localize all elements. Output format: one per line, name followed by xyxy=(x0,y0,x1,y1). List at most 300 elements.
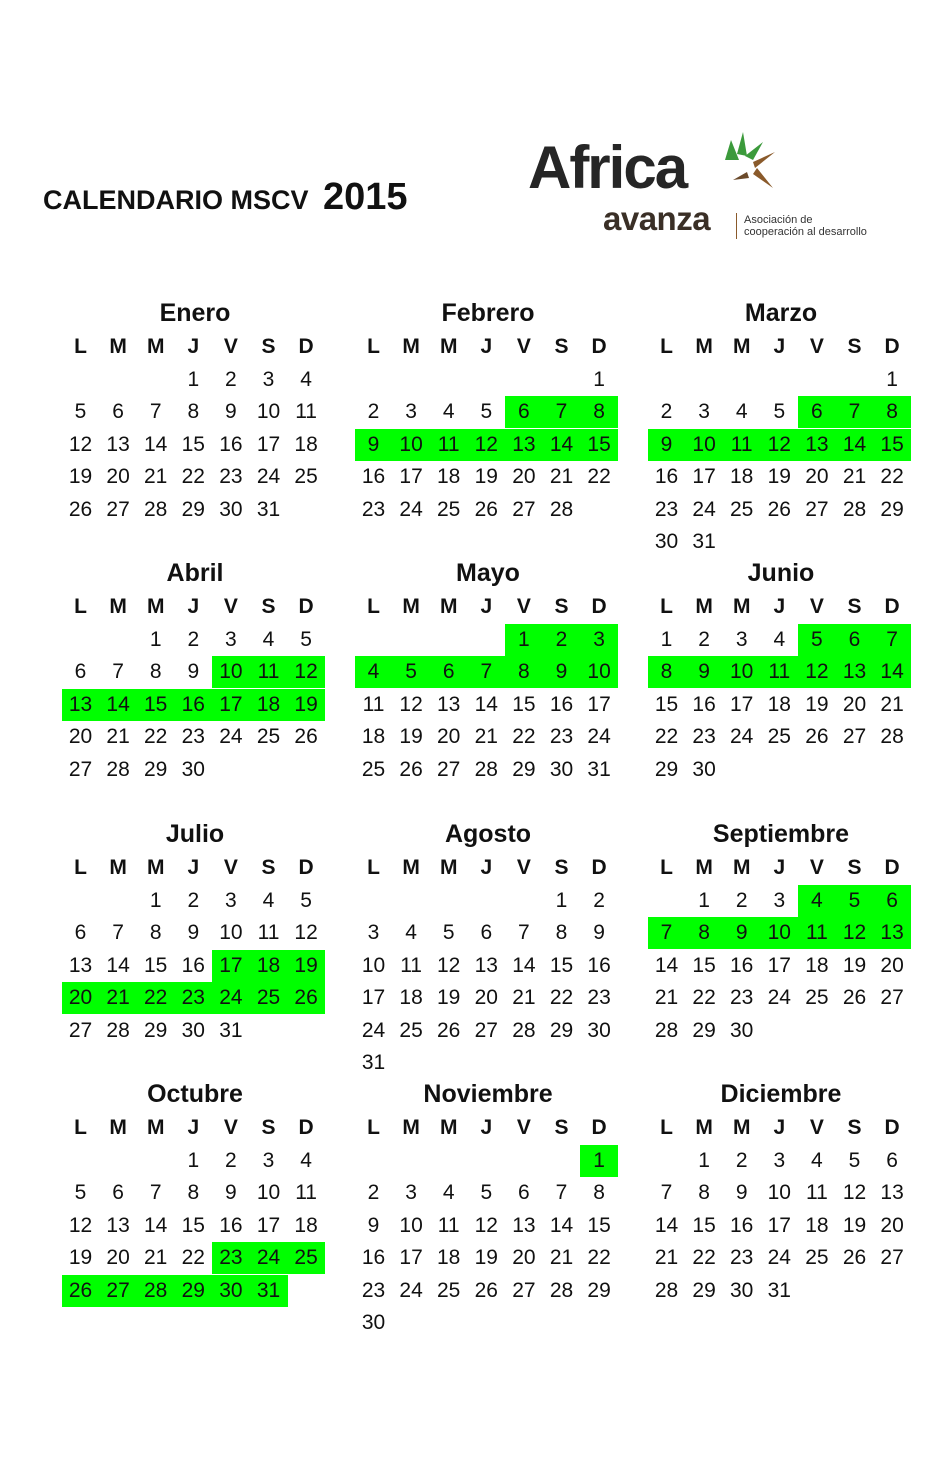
weekday-header: V xyxy=(223,1116,238,1139)
day-cell: 20 xyxy=(68,725,93,748)
day-cell: 12 xyxy=(437,953,461,977)
day-cell: 11 xyxy=(400,953,422,977)
day-cell: 4 xyxy=(262,627,275,651)
star-logo-icon xyxy=(713,130,783,210)
day-cell: 1 xyxy=(187,367,200,391)
day-cell: 15 xyxy=(692,1213,716,1237)
day-cell: 1 xyxy=(187,1148,200,1172)
weekday-header: V xyxy=(516,1116,531,1139)
weekday-header: D xyxy=(884,335,900,358)
day-cell: 12 xyxy=(399,692,423,716)
day-cell-highlighted: 9 xyxy=(543,656,581,688)
weekday-header: M xyxy=(109,856,127,879)
day-cell-highlighted: 6 xyxy=(873,885,911,917)
weekday-header: J xyxy=(187,1116,200,1139)
day-cell: 4 xyxy=(300,1148,312,1172)
day-cell: 12 xyxy=(842,1181,867,1204)
day-cell: 3 xyxy=(698,400,710,423)
day-cell: 22 xyxy=(181,1246,205,1269)
day-cell: 29 xyxy=(549,1018,574,1042)
day-cell-highlighted: 8 xyxy=(580,396,618,428)
day-cell: 24 xyxy=(692,497,716,521)
month-name: Noviembre xyxy=(423,1080,553,1108)
day-cell: 17 xyxy=(399,465,423,488)
day-cell: 23 xyxy=(654,497,679,521)
day-cell-highlighted: 7 xyxy=(873,624,911,656)
day-cell: 5 xyxy=(848,1148,861,1172)
weekday-header: M xyxy=(402,856,420,879)
calendar-title xyxy=(43,176,408,219)
day-cell: 10 xyxy=(767,1181,791,1204)
day-cell: 19 xyxy=(842,1213,867,1237)
day-cell: 17 xyxy=(730,692,754,716)
day-cell-highlighted: 5 xyxy=(798,624,836,656)
day-cell: 25 xyxy=(256,725,281,748)
weekday-header: J xyxy=(480,856,493,879)
day-cell: 1 xyxy=(149,888,162,912)
day-cell: 30 xyxy=(654,530,679,553)
day-cell: 29 xyxy=(144,757,168,781)
day-cell: 6 xyxy=(74,921,87,944)
day-cell: 3 xyxy=(262,367,275,391)
day-cell: 27 xyxy=(474,1018,498,1042)
day-cell: 28 xyxy=(654,1278,679,1302)
day-cell: 28 xyxy=(512,1018,536,1042)
day-cell: 24 xyxy=(219,725,243,748)
weekday-header: M xyxy=(109,335,127,358)
day-cell-highlighted: 11 xyxy=(430,429,468,461)
day-cell: 25 xyxy=(361,757,386,781)
day-cell: 20 xyxy=(106,465,130,488)
day-cell-highlighted: 27 xyxy=(99,1275,137,1307)
day-cell: 17 xyxy=(361,986,386,1009)
day-cell: 11 xyxy=(362,692,385,716)
day-cell: 5 xyxy=(74,1181,87,1204)
day-cell: 8 xyxy=(593,1181,605,1204)
title-text: CALENDARIO MSCV xyxy=(43,185,309,215)
day-cell: 20 xyxy=(474,986,498,1009)
day-cell-highlighted: 6 xyxy=(430,656,468,688)
day-cell-highlighted: 15 xyxy=(580,429,618,461)
day-cell: 17 xyxy=(256,432,281,456)
day-cell-highlighted: 23 xyxy=(212,1242,250,1274)
month-name: Septiembre xyxy=(712,820,850,848)
day-cell-highlighted: 17 xyxy=(212,950,250,982)
month-name: Abril xyxy=(166,559,224,587)
day-cell: 31 xyxy=(256,497,281,521)
day-cell: 10 xyxy=(399,1213,423,1237)
day-cell: 28 xyxy=(549,1278,574,1302)
day-cell: 24 xyxy=(399,497,423,521)
day-cell: 23 xyxy=(730,1246,754,1269)
day-cell-highlighted: 7 xyxy=(467,656,505,688)
weekday-header: S xyxy=(554,335,569,358)
day-cell: 22 xyxy=(692,1246,716,1269)
day-cell: 14 xyxy=(144,432,168,456)
day-cell: 16 xyxy=(587,953,611,977)
day-cell: 24 xyxy=(730,725,754,748)
day-cell: 25 xyxy=(437,1278,461,1302)
day-cell-highlighted: 9 xyxy=(723,917,761,949)
day-cell: 6 xyxy=(112,400,124,423)
day-cell: 28 xyxy=(106,757,130,781)
day-cell: 2 xyxy=(187,888,200,912)
day-cell: 15 xyxy=(181,432,205,456)
month-name: Mayo xyxy=(456,559,520,587)
weekday-header: L xyxy=(367,595,380,618)
day-cell-highlighted: 12 xyxy=(760,429,798,461)
weekday-header: M xyxy=(695,335,713,358)
day-cell: 3 xyxy=(262,1148,275,1172)
day-cell-highlighted: 13 xyxy=(62,689,100,721)
day-cell: 14 xyxy=(474,692,498,716)
day-cell: 16 xyxy=(654,465,679,488)
weekday-header: M xyxy=(732,856,751,879)
day-cell: 18 xyxy=(805,1213,829,1237)
day-cell: 31 xyxy=(587,757,611,781)
weekday-header: V xyxy=(516,856,531,879)
day-cell-highlighted: 6 xyxy=(505,396,543,428)
weekday-header: M xyxy=(109,1116,127,1139)
day-cell: 23 xyxy=(361,1278,386,1302)
day-cell: 15 xyxy=(549,953,574,977)
logo-wordmark-africa: Africa xyxy=(528,134,687,201)
month-name: Diciembre xyxy=(720,1080,842,1108)
day-cell-highlighted: 13 xyxy=(873,917,911,949)
day-cell: 8 xyxy=(187,1181,200,1204)
weekday-header: S xyxy=(847,856,862,879)
day-cell: 30 xyxy=(181,757,205,781)
day-cell: 24 xyxy=(767,986,791,1009)
day-cell: 30 xyxy=(181,1018,205,1042)
day-cell-highlighted: 10 xyxy=(392,429,430,461)
day-cell: 28 xyxy=(880,725,904,748)
day-cell: 24 xyxy=(767,1246,791,1269)
day-cell: 19 xyxy=(767,465,791,488)
weekday-header: J xyxy=(480,1116,493,1139)
day-cell: 11 xyxy=(295,400,317,423)
day-cell: 1 xyxy=(593,367,605,391)
day-cell: 26 xyxy=(842,986,867,1009)
day-cell: 15 xyxy=(692,953,716,977)
weekday-header: M xyxy=(439,335,458,358)
weekday-header: J xyxy=(773,1116,786,1139)
day-cell: 31 xyxy=(767,1278,791,1302)
day-cell: 18 xyxy=(361,725,386,748)
weekday-header: L xyxy=(660,595,673,618)
weekday-header: M xyxy=(732,1116,751,1139)
logo-tagline-line1: Asociación de xyxy=(744,214,813,226)
weekday-header: M xyxy=(439,1116,458,1139)
day-cell: 25 xyxy=(294,465,318,488)
day-cell: 21 xyxy=(144,1246,168,1269)
day-cell: 4 xyxy=(811,1148,823,1172)
day-cell: 10 xyxy=(219,921,243,944)
weekday-header: V xyxy=(223,595,238,618)
day-cell: 2 xyxy=(593,888,605,912)
day-cell: 16 xyxy=(730,1213,754,1237)
day-cell: 30 xyxy=(730,1278,754,1302)
day-cell: 1 xyxy=(660,627,673,651)
weekday-header: J xyxy=(187,856,200,879)
day-cell: 3 xyxy=(773,1148,786,1172)
day-cell-highlighted: 26 xyxy=(62,1275,100,1307)
day-cell: 14 xyxy=(106,953,130,977)
logo-tagline xyxy=(744,214,867,238)
day-cell: 29 xyxy=(692,1278,716,1302)
day-cell: 1 xyxy=(698,888,710,912)
day-cell: 16 xyxy=(730,953,754,977)
weekday-header: M xyxy=(146,335,165,358)
day-cell-highlighted: 7 xyxy=(836,396,874,428)
day-cell: 5 xyxy=(480,1181,493,1204)
day-cell: 21 xyxy=(144,465,168,488)
day-cell: 24 xyxy=(587,725,611,748)
day-cell: 20 xyxy=(106,1246,130,1269)
day-cell: 28 xyxy=(842,497,867,521)
day-cell-highlighted: 14 xyxy=(873,656,911,688)
day-cell: 27 xyxy=(880,986,904,1009)
day-cell: 23 xyxy=(730,986,754,1009)
day-cell: 8 xyxy=(187,400,200,423)
weekday-header: D xyxy=(591,335,607,358)
day-cell: 18 xyxy=(294,432,318,456)
day-cell-highlighted: 26 xyxy=(287,982,325,1014)
day-cell-highlighted: 10 xyxy=(723,656,761,688)
day-cell: 16 xyxy=(361,1246,386,1269)
day-cell: 20 xyxy=(437,725,461,748)
day-cell-highlighted: 12 xyxy=(798,656,836,688)
day-cell: 11 xyxy=(295,1181,317,1204)
month-name: Marzo xyxy=(744,299,818,327)
day-cell-highlighted: 2 xyxy=(543,624,581,656)
day-cell: 12 xyxy=(68,1213,93,1237)
day-cell: 18 xyxy=(437,1246,461,1269)
day-cell: 17 xyxy=(692,465,716,488)
day-cell-highlighted: 6 xyxy=(836,624,874,656)
day-cell: 2 xyxy=(660,400,673,423)
weekday-header: M xyxy=(695,856,713,879)
day-cell-highlighted: 9 xyxy=(355,429,393,461)
logo-divider xyxy=(736,213,737,239)
day-cell: 21 xyxy=(549,465,574,488)
day-cell: 1 xyxy=(886,367,898,391)
weekday-header: M xyxy=(439,595,458,618)
day-cell-highlighted: 15 xyxy=(873,429,911,461)
weekday-header: M xyxy=(732,335,751,358)
day-cell-highlighted: 8 xyxy=(873,396,911,428)
logo-tagline-line2: cooperación al desarrollo xyxy=(744,226,867,238)
day-cell-highlighted: 11 xyxy=(250,656,288,688)
day-cell: 1 xyxy=(555,888,568,912)
day-cell: 31 xyxy=(219,1018,243,1042)
weekday-header: S xyxy=(261,595,276,618)
day-cell: 26 xyxy=(767,497,791,521)
day-cell: 28 xyxy=(549,497,574,521)
day-cell: 6 xyxy=(518,1181,530,1204)
day-cell: 13 xyxy=(106,432,130,456)
weekday-header: D xyxy=(298,856,314,879)
weekday-header: V xyxy=(809,1116,824,1139)
weekday-header: J xyxy=(187,335,200,358)
day-cell: 27 xyxy=(68,757,93,781)
weekday-header: M xyxy=(695,595,713,618)
day-cell: 31 xyxy=(361,1051,386,1074)
day-cell-highlighted: 22 xyxy=(137,982,175,1014)
day-cell-highlighted: 7 xyxy=(648,917,686,949)
day-cell: 7 xyxy=(149,400,162,423)
day-cell: 2 xyxy=(367,400,380,423)
day-cell: 3 xyxy=(735,627,748,651)
day-cell-highlighted: 10 xyxy=(685,429,723,461)
day-cell: 14 xyxy=(144,1213,168,1237)
day-cell: 23 xyxy=(181,725,205,748)
day-cell-highlighted: 9 xyxy=(648,429,686,461)
day-cell: 5 xyxy=(74,400,87,423)
weekday-header: L xyxy=(74,595,87,618)
day-cell: 30 xyxy=(549,757,574,781)
day-cell: 14 xyxy=(654,1213,679,1237)
day-cell-highlighted: 5 xyxy=(836,885,874,917)
day-cell: 17 xyxy=(256,1213,281,1237)
day-cell: 26 xyxy=(399,757,423,781)
day-cell: 14 xyxy=(549,1213,574,1237)
weekday-header: S xyxy=(261,1116,276,1139)
day-cell: 24 xyxy=(256,465,281,488)
day-cell: 27 xyxy=(880,1246,904,1269)
day-cell-highlighted: 18 xyxy=(250,950,288,982)
weekday-header: D xyxy=(298,595,314,618)
day-cell: 25 xyxy=(437,497,461,521)
day-cell: 3 xyxy=(405,1181,417,1204)
title-year: 2015 xyxy=(322,176,408,218)
day-cell-highlighted: 11 xyxy=(723,429,761,461)
day-cell: 21 xyxy=(474,725,498,748)
day-cell: 16 xyxy=(361,465,386,488)
day-cell: 2 xyxy=(735,1148,748,1172)
weekday-header: M xyxy=(402,595,420,618)
day-cell: 20 xyxy=(805,465,829,488)
day-cell: 21 xyxy=(654,986,679,1009)
day-cell: 9 xyxy=(187,660,200,683)
day-cell: 27 xyxy=(842,725,867,748)
day-cell: 7 xyxy=(518,921,530,944)
day-cell: 18 xyxy=(294,1213,318,1237)
day-cell: 28 xyxy=(106,1018,130,1042)
day-cell: 27 xyxy=(512,1278,536,1302)
day-cell: 23 xyxy=(692,725,716,748)
weekday-header: M xyxy=(439,856,458,879)
day-cell: 5 xyxy=(480,400,493,423)
weekday-header: D xyxy=(298,1116,314,1139)
weekday-header: L xyxy=(660,856,673,879)
weekday-header: M xyxy=(109,595,127,618)
day-cell: 26 xyxy=(68,497,93,521)
weekday-header: S xyxy=(847,335,862,358)
day-cell: 13 xyxy=(437,692,461,716)
day-cell-highlighted: 18 xyxy=(250,689,288,721)
month-name: Junio xyxy=(747,559,815,587)
day-cell: 17 xyxy=(767,953,791,977)
day-cell: 22 xyxy=(587,465,611,488)
day-cell: 18 xyxy=(730,465,754,488)
day-cell: 22 xyxy=(880,465,904,488)
day-cell: 9 xyxy=(225,1181,237,1204)
weekday-header: M xyxy=(402,335,420,358)
weekday-header: V xyxy=(223,856,238,879)
weekday-header: V xyxy=(809,595,824,618)
day-cell: 28 xyxy=(144,497,168,521)
weekday-header: M xyxy=(146,1116,165,1139)
day-cell-highlighted: 17 xyxy=(212,689,250,721)
day-cell: 18 xyxy=(767,692,791,716)
day-cell: 2 xyxy=(225,367,237,391)
day-cell: 27 xyxy=(512,497,536,521)
day-cell: 6 xyxy=(886,1148,898,1172)
day-cell: 8 xyxy=(149,660,162,683)
day-cell: 19 xyxy=(805,692,829,716)
day-cell: 18 xyxy=(805,953,829,977)
day-cell-highlighted: 25 xyxy=(287,1242,325,1274)
day-cell: 12 xyxy=(294,921,318,944)
day-cell: 26 xyxy=(294,725,318,748)
day-cell-highlighted: 15 xyxy=(137,689,175,721)
day-cell: 4 xyxy=(262,888,275,912)
day-cell: 4 xyxy=(442,1181,455,1204)
weekday-header: V xyxy=(223,335,238,358)
day-cell: 5 xyxy=(442,921,455,944)
day-cell-highlighted: 7 xyxy=(543,396,581,428)
weekday-header: D xyxy=(884,856,900,879)
day-cell-highlighted: 14 xyxy=(99,689,137,721)
day-cell: 13 xyxy=(106,1213,130,1237)
day-cell-highlighted: 4 xyxy=(798,885,836,917)
day-cell: 3 xyxy=(225,888,237,912)
day-cell-highlighted: 21 xyxy=(99,982,137,1014)
day-cell: 29 xyxy=(181,497,205,521)
day-cell: 7 xyxy=(112,660,124,683)
day-cell: 22 xyxy=(512,725,536,748)
weekday-header: D xyxy=(298,335,314,358)
day-cell: 2 xyxy=(187,627,200,651)
day-cell: 22 xyxy=(692,986,716,1009)
day-cell: 26 xyxy=(842,1246,867,1269)
day-cell: 7 xyxy=(555,1181,568,1204)
day-cell: 26 xyxy=(437,1018,461,1042)
weekday-header: L xyxy=(74,335,87,358)
day-cell-highlighted: 23 xyxy=(174,982,212,1014)
weekday-header: J xyxy=(773,595,786,618)
day-cell: 10 xyxy=(256,1181,281,1204)
day-cell-highlighted: 8 xyxy=(505,656,543,688)
day-cell: 17 xyxy=(587,692,611,716)
weekday-header: J xyxy=(773,335,786,358)
day-cell: 25 xyxy=(767,725,791,748)
day-cell: 27 xyxy=(437,757,461,781)
day-cell: 11 xyxy=(805,1181,828,1204)
weekday-header: L xyxy=(367,335,380,358)
day-cell-highlighted: 14 xyxy=(543,429,581,461)
day-cell: 16 xyxy=(692,692,716,716)
day-cell: 31 xyxy=(692,530,716,553)
month-name: Febrero xyxy=(441,299,535,327)
day-cell: 29 xyxy=(512,757,536,781)
day-cell: 21 xyxy=(842,465,867,488)
day-cell: 24 xyxy=(361,1018,386,1042)
day-cell: 26 xyxy=(474,1278,498,1302)
day-cell: 26 xyxy=(805,725,829,748)
day-cell: 14 xyxy=(512,953,536,977)
